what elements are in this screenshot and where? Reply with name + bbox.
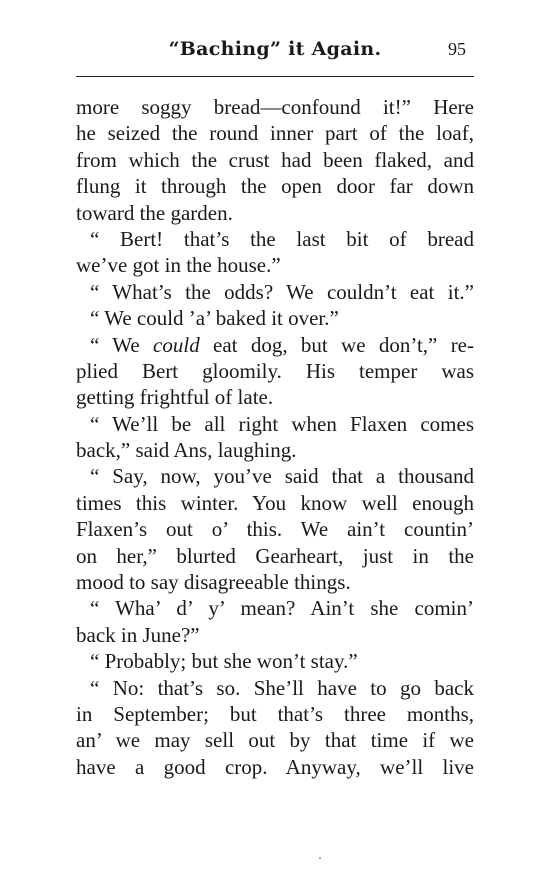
body-text — [76, 94, 474, 780]
text-line: mood to say disagreeable things. — [76, 570, 351, 595]
text-line: back in June?” — [76, 622, 200, 647]
text-line: “ No: that’s so. She’ll have to go back — [90, 675, 474, 700]
text-line: “ Say, now, you’ve said that a thousand — [90, 464, 474, 489]
text-line: “ What’s the odds? We couldn’t eat it.” — [90, 279, 474, 304]
chapter-title: “Baching” it Again. — [168, 38, 382, 60]
text-line: Flaxen’s out o’ this. We ain’t countin’ — [76, 517, 474, 542]
text-line: in September; but that’s three months, — [76, 701, 474, 726]
text-line: “ Wha’ d’ y’ mean? Ain’t she comin’ — [90, 596, 474, 621]
text-line: plied Bert gloomily. His temper was — [76, 358, 474, 383]
text-line: on her,” blurted Gearheart, just in the — [76, 543, 474, 568]
page-number: 95 — [448, 39, 466, 59]
text-line: “ Bert! that’s the last bit of bread — [90, 226, 474, 251]
text-line: “ We could ’a’ baked it over.” — [90, 306, 339, 331]
text-line: he seized the round inner part of the loaf, — [76, 121, 474, 146]
text-line: “ We’ll be all right when Flaxen comes — [90, 411, 474, 436]
text-line: “ Probably; but she won’t stay.” — [90, 649, 358, 674]
text-line: times this winter. You know well enough — [76, 490, 474, 515]
text-line: getting frightful of late. — [76, 385, 274, 410]
text-line: more soggy bread—confound it!” Here — [76, 95, 474, 119]
text-line: we’ve got in the house.” — [76, 253, 281, 278]
text-fragment: eat dog, but we don’t,” re- — [199, 332, 474, 357]
running-header — [76, 38, 474, 68]
text-line: back,” said Ans, laughing. — [76, 438, 297, 463]
text-line: have a good crop. Anyway, we’ll live — [76, 754, 474, 779]
text-line: from which the crust had been flaked, and — [76, 147, 474, 172]
text-line: an’ we may sell out by that time if we — [76, 728, 474, 753]
page-speck — [319, 857, 321, 859]
text-line: flung it through the open door far down — [76, 174, 474, 199]
text-line-with-italic — [76, 332, 474, 358]
italic-word: could — [153, 332, 200, 357]
header-rule — [76, 76, 474, 77]
text-line: toward the garden. — [76, 200, 233, 225]
text-fragment: “ We — [90, 332, 154, 357]
